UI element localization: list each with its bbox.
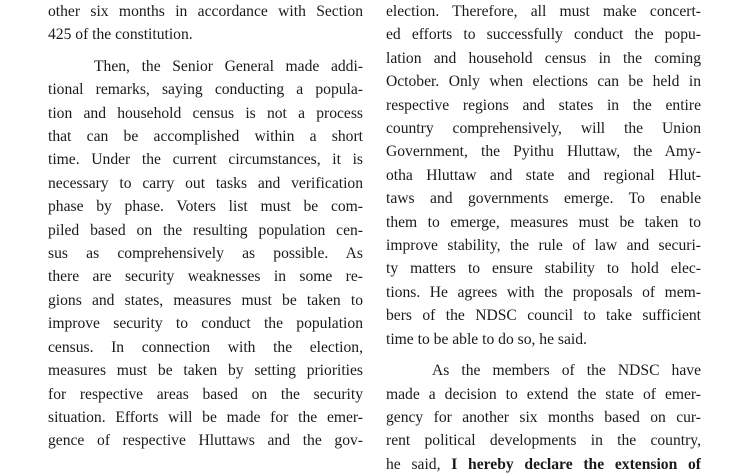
text-line: ty matters to ensure stability to hold elec- bbox=[386, 260, 701, 278]
right-paragraph-1 bbox=[386, 0, 701, 351]
text-line: made a decision to extend the state of emer- bbox=[386, 385, 701, 403]
left-paragraph-1 bbox=[48, 0, 363, 47]
text-line: for respective areas based on the security bbox=[48, 385, 363, 403]
text-line: tion and household census is not a process bbox=[48, 104, 363, 122]
text-line: improve stability, the rule of law and securi- bbox=[386, 237, 701, 255]
text-line: 425 of the constitution. bbox=[48, 26, 193, 44]
text-line: them to emerge, measures must be taken to bbox=[386, 213, 701, 231]
text-line: otha Hluttaw and state and regional Hlut- bbox=[386, 166, 701, 184]
text-line: piled based on the resulting population cen- bbox=[48, 221, 363, 239]
text-run-plain: he said, bbox=[386, 455, 452, 473]
text-line: respective regions and states in the entire bbox=[386, 96, 701, 114]
text-line: gency for another six months based on cur- bbox=[386, 408, 701, 426]
text-line: necessary to carry out tasks and verification bbox=[48, 174, 363, 192]
text-line: there are security weaknesses in some re- bbox=[48, 268, 363, 286]
text-line: situation. Efforts will be made for the emer- bbox=[48, 408, 363, 426]
text-line: lation and household census in the coming bbox=[386, 49, 701, 67]
right-paragraph-2 bbox=[386, 359, 701, 476]
text-line: time to be able to do so, he said. bbox=[386, 330, 587, 348]
text-line: that can be accomplished within a short bbox=[48, 128, 363, 146]
text-line: country comprehensively, will the Union bbox=[386, 120, 701, 138]
left-paragraph-2 bbox=[48, 55, 363, 453]
text-line: other six months in accordance with Section bbox=[48, 3, 363, 20]
text-line: phase by phase. Voters list must be com- bbox=[48, 198, 363, 216]
text-line: tions. He agrees with the proposals of mem- bbox=[386, 283, 701, 301]
text-line-mixed bbox=[386, 453, 701, 476]
right-column bbox=[386, 0, 701, 476]
text-line: measures must be taken by setting priorities bbox=[48, 362, 363, 380]
text-line: As the members of the NDSC have bbox=[432, 362, 701, 380]
text-line: rent political developments in the country, bbox=[386, 432, 701, 450]
text-line: census. In connection with the election, bbox=[48, 338, 363, 356]
text-line: ed efforts to successfully conduct the popu- bbox=[386, 26, 701, 44]
text-line: time. Under the current circumstances, it is bbox=[48, 151, 363, 169]
text-line: election. Therefore, all must make concert- bbox=[386, 3, 701, 20]
text-line: improve security to conduct the population bbox=[48, 315, 363, 333]
text-line: gions and states, measures must be taken to bbox=[48, 291, 363, 309]
text-line: Government, the Pyithu Hluttaw, the Amy- bbox=[386, 143, 701, 161]
text-run-bold: I hereby declare the extension of bbox=[451, 455, 701, 473]
text-line: sus as comprehensively as possible. As bbox=[48, 245, 363, 263]
text-line: tional remarks, saying conducting a popula- bbox=[48, 81, 363, 99]
text-line: taws and governments emerge. To enable bbox=[386, 190, 701, 208]
text-line: October. Only when elections can be held in bbox=[386, 73, 701, 91]
left-column bbox=[48, 0, 363, 453]
text-line: bers of the NDSC council to take sufficient bbox=[386, 307, 701, 325]
text-line: gence of respective Hluttaws and the gov- bbox=[48, 432, 363, 450]
text-line: Then, the Senior General made addi- bbox=[94, 57, 363, 75]
